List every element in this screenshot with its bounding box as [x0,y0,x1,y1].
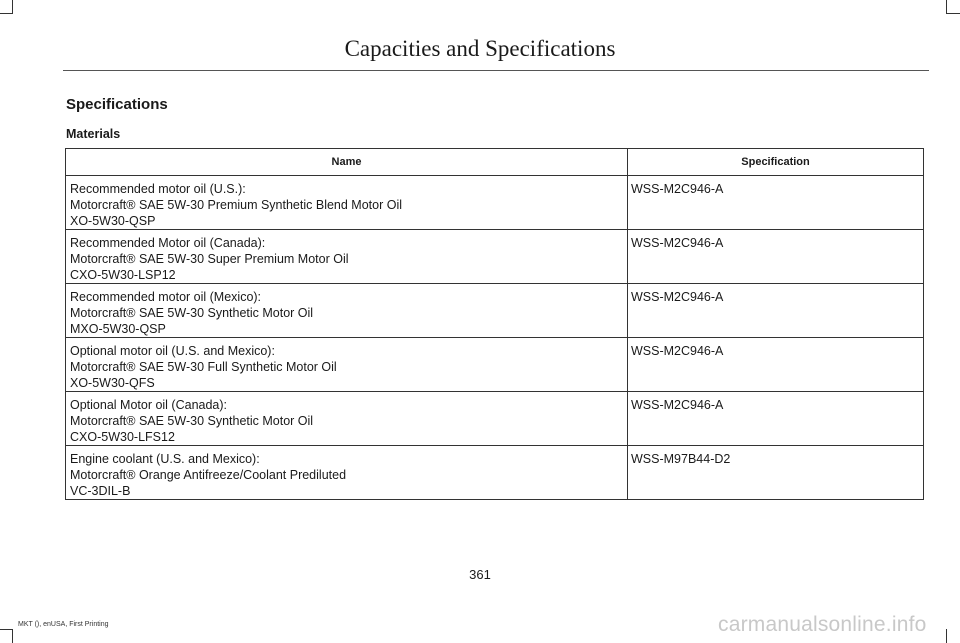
spec-cell: WSS-M2C946-A [628,284,924,338]
name-line: CXO-5W30-LFS12 [70,430,175,444]
name-line: Motorcraft® SAE 5W-30 Synthetic Motor Oil [70,306,314,320]
name-line: Motorcraft® SAE 5W-30 Premium Synthetic Blend Motor Oil [70,198,403,212]
table-row [66,392,924,446]
name-line: Motorcraft® SAE 5W-30 Synthetic Motor Oil [70,414,314,428]
spec-cell: WSS-M2C946-A [628,176,924,230]
section-title: Specifications [66,96,168,113]
name-cell [66,284,628,338]
name-line: Motorcraft® SAE 5W-30 Full Synthetic Motor Oil [70,360,337,374]
crop-mark-bottom-right-v [946,629,947,643]
name-line: VC-3DIL-B [70,484,131,498]
name-line: Engine coolant (U.S. and Mexico): [70,452,260,466]
print-info: MKT (), enUSA, First Printing [18,621,109,628]
crop-mark-top-left-v [12,0,13,14]
name-cell [66,338,628,392]
name-cell [66,392,628,446]
name-cell [66,446,628,500]
page-header-title: Capacities and Specifications [344,36,616,61]
name-line: Recommended Motor oil (Canada): [70,236,266,250]
name-line: Recommended motor oil (U.S.): [70,182,246,196]
table-row [66,446,924,500]
spec-cell: WSS-M2C946-A [628,230,924,284]
name-cell [66,176,628,230]
name-line: XO-5W30-QSP [70,214,156,228]
name-line: Optional Motor oil (Canada): [70,398,228,412]
table-row [66,230,924,284]
materials-table [65,148,924,500]
name-line: Recommended motor oil (Mexico): [70,290,262,304]
table-row [66,176,924,230]
page-number: 361 [469,567,491,582]
watermark: carmanualsonline.info [718,613,927,636]
name-line: Optional motor oil (U.S. and Mexico): [70,344,275,358]
crop-mark-top-right-h [946,13,960,14]
column-header-specification: Specification [628,149,924,176]
crop-mark-top-left-h [0,13,13,14]
spec-cell: WSS-M2C946-A [628,392,924,446]
spec-cell: WSS-M2C946-A [628,338,924,392]
crop-mark-bottom-left-v [12,629,13,643]
crop-mark-top-right-v [946,0,947,14]
name-line: CXO-5W30-LSP12 [70,268,176,282]
spec-cell: WSS-M97B44-D2 [628,446,924,500]
header-divider [63,70,929,71]
table-header-row [66,149,924,176]
name-line: XO-5W30-QFS [70,376,155,390]
crop-mark-bottom-left-h [0,629,13,630]
table-row [66,284,924,338]
column-header-name: Name [66,149,628,176]
table-row [66,338,924,392]
name-cell [66,230,628,284]
name-line: MXO-5W30-QSP [70,322,166,336]
name-line: Motorcraft® SAE 5W-30 Super Premium Motor Oil [70,252,349,266]
section-subtitle: Materials [66,127,121,141]
name-line: Motorcraft® Orange Antifreeze/Coolant Prediluted [70,468,347,482]
